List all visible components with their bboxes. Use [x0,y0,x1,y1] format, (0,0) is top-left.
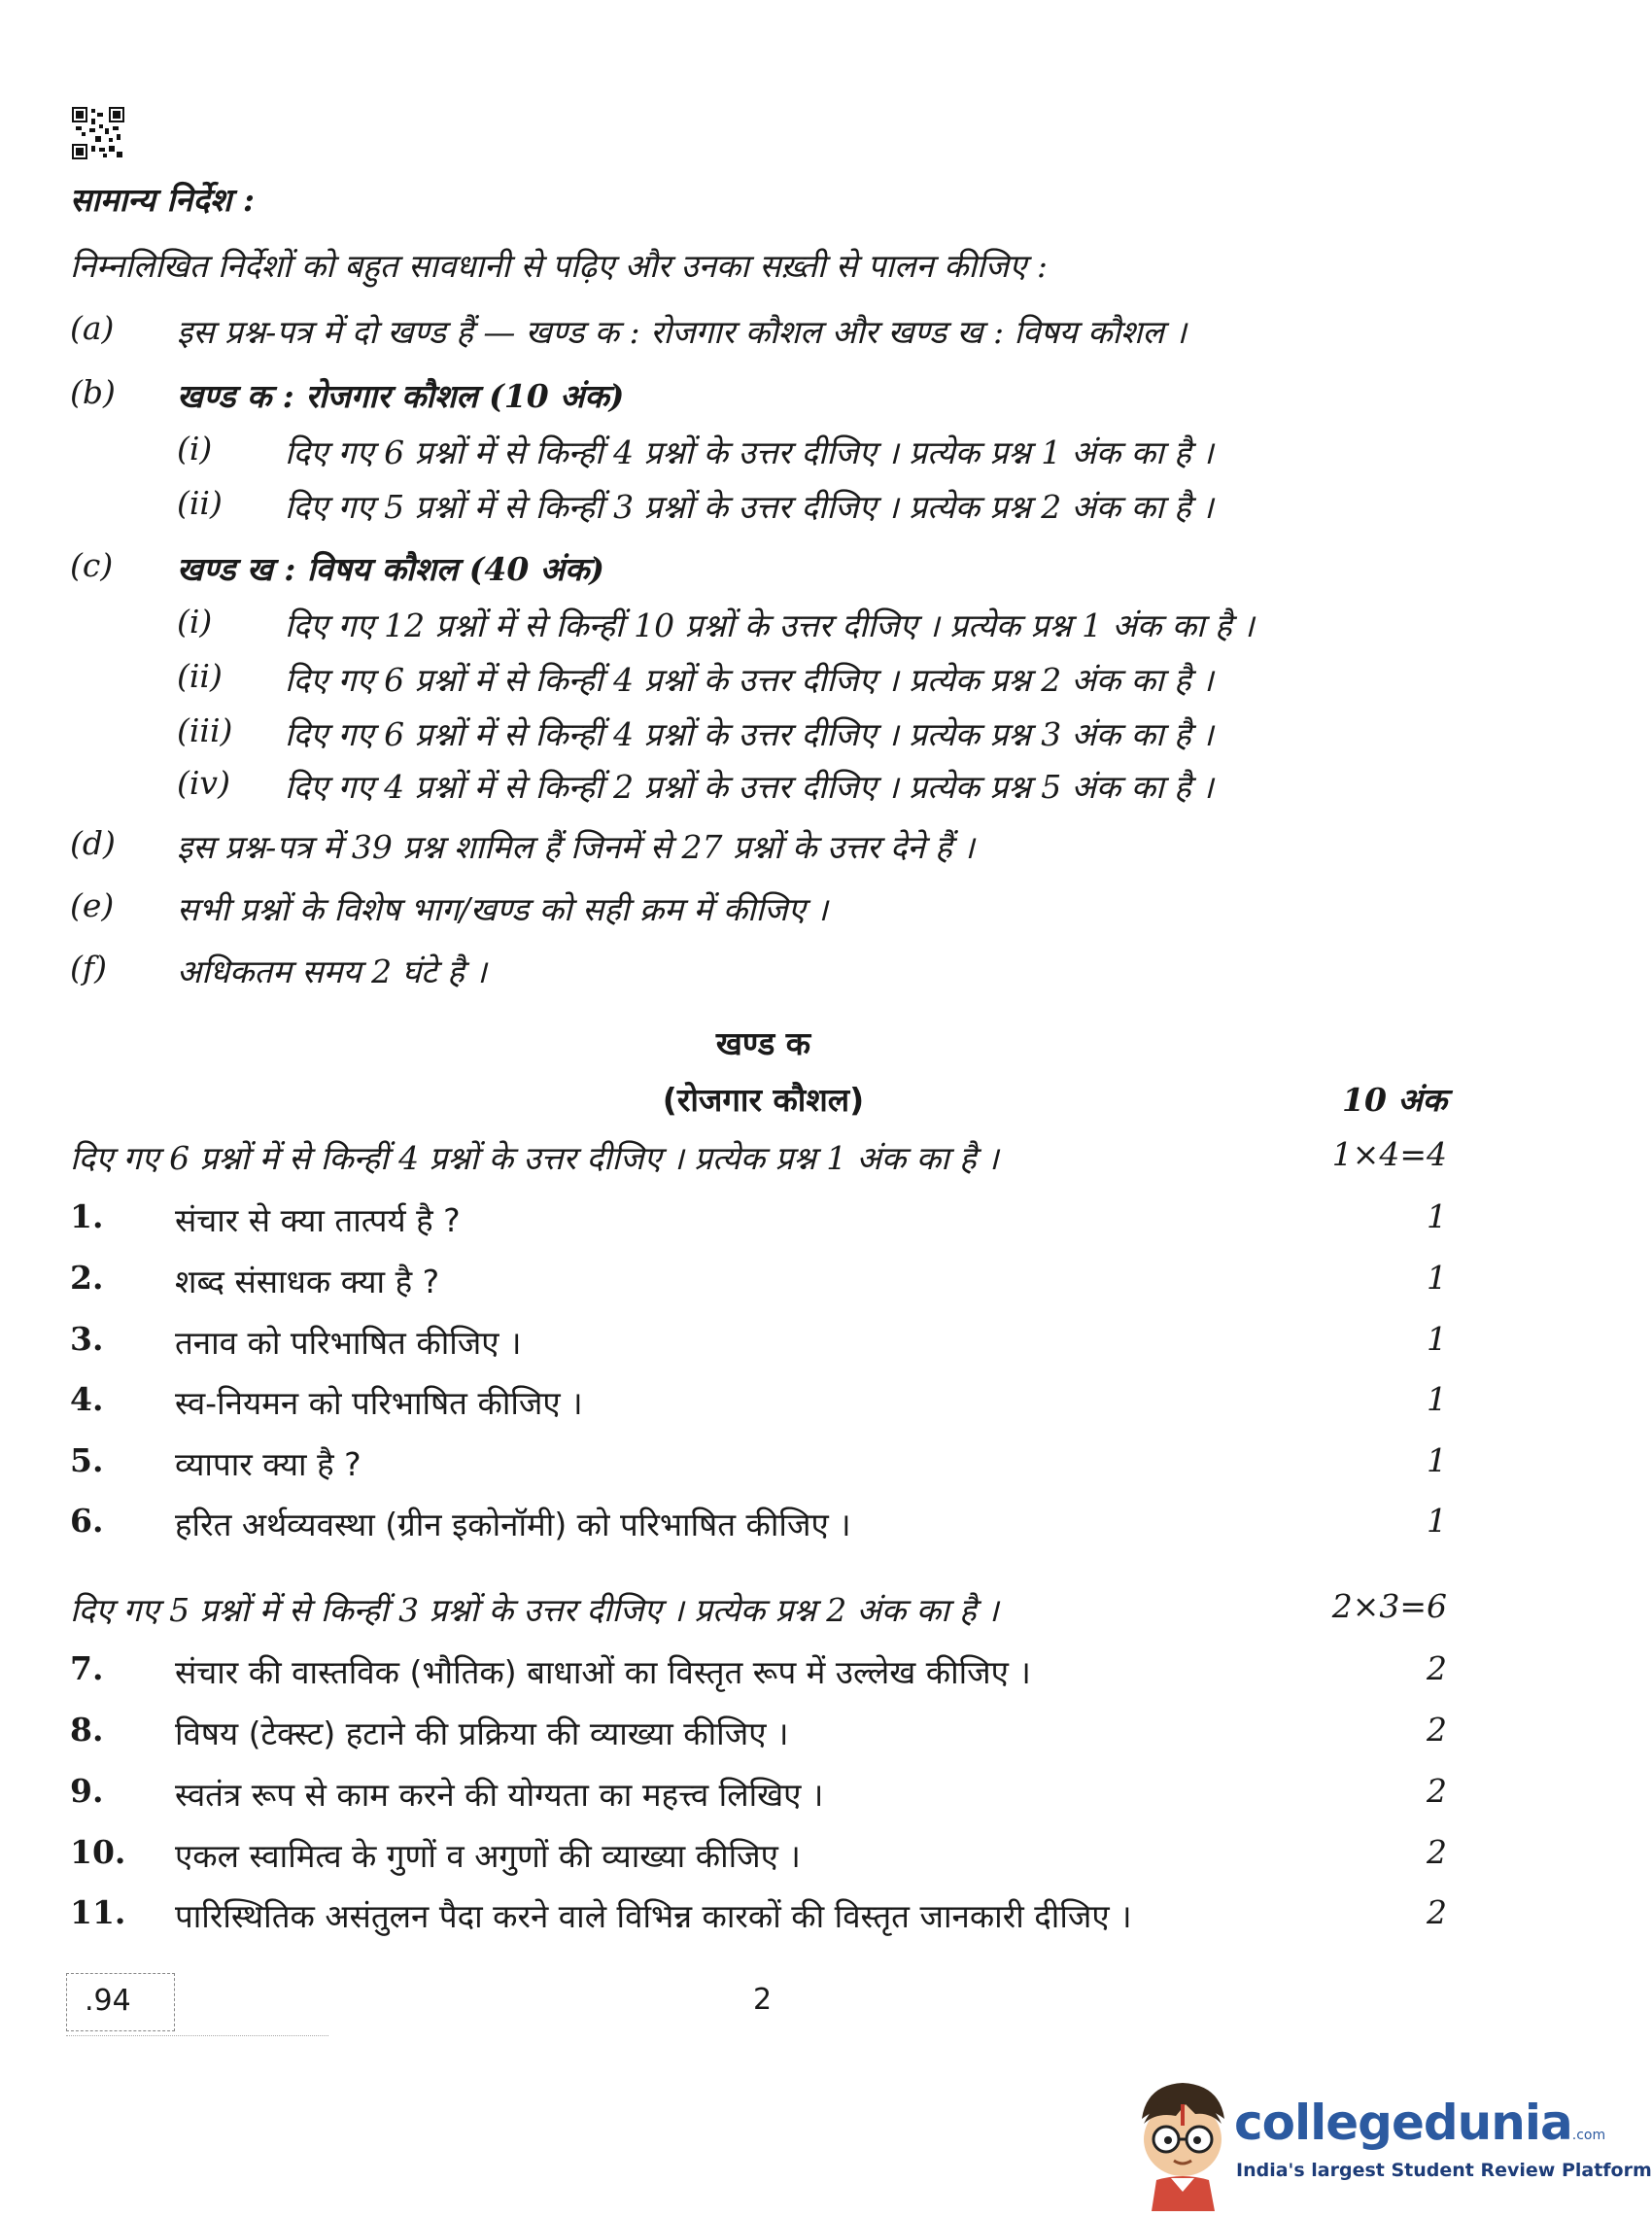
page-number: 2 [753,1983,773,2017]
instruction-e-text: सभी प्रश्नों के विशेष भाग/खण्ड को सही क्रम में कीजिए । [177,890,828,928]
instruction-b-label: (b) [70,373,116,411]
question-number: 3. [70,1320,104,1358]
question-number: 6. [70,1502,104,1540]
question-marks: 1 [1427,1259,1447,1297]
question-marks: 1 [1427,1441,1447,1479]
brand-mascot-icon [1127,2075,1239,2211]
instruction-c-sub2-label: (ii) [177,657,223,695]
instruction-b-sub1-text: दिए गए 6 प्रश्नों में से किन्हीं 4 प्रश्नों के उत्तर दीजिए । प्रत्येक प्रश्न 1 अंक का है । [285,433,1214,471]
question-number: 1. [70,1197,104,1235]
section-subtitle: (रोजगार कौशल) [662,1081,865,1119]
question-number: 4. [70,1380,104,1418]
question-text: स्वतंत्र रूप से काम करने की योग्यता का महत्त्व लिखिए । [175,1776,824,1814]
question-marks: 2 [1427,1772,1447,1810]
question-text: एकल स्वामित्व के गुणों व अगुणों की व्याख्या कीजिए । [175,1837,801,1875]
instruction-f-label: (f) [70,949,107,987]
instruction-b-heading: खण्ड क : रोजगार कौशल (10 अंक) [177,377,625,415]
instruction-c-sub3-label: (iii) [177,711,233,749]
question-text: विषय (टेक्स्ट) हटाने की प्रक्रिया की व्याख्या कीजिए । [175,1715,789,1752]
section-marks: 10 अंक [1342,1081,1447,1119]
question-marks: 1 [1427,1197,1447,1235]
question-number: 9. [70,1772,104,1810]
question-text: संचार की वास्तविक (भौतिक) बाधाओं का विस्तृत रूप में उल्लेख कीजिए । [175,1653,1031,1691]
question-number: 5. [70,1441,104,1479]
question-text: स्व-नियमन को परिभाषित कीजिए । [175,1384,583,1422]
general-heading: सामान्य निर्देश : [70,181,255,219]
question-number: 7. [70,1649,104,1687]
question-number: 10. [70,1833,126,1871]
brand-suffix: .com [1571,2128,1606,2143]
brand-name-wrap [1234,2095,1605,2151]
instruction-b-sub1-label: (i) [177,430,213,468]
question-marks: 2 [1427,1649,1447,1687]
question-text: पारिस्थितिक असंतुलन पैदा करने वाले विभिन्न कारकों की विस्तृत जानकारी दीजिए । [175,1897,1132,1935]
instruction-b-sub2-label: (ii) [177,484,223,522]
brand-tagline: India's largest Student Review Platform [1236,2160,1652,2181]
instruction-c-sub2-text: दिए गए 6 प्रश्नों में से किन्हीं 4 प्रश्नों के उत्तर दीजिए । प्रत्येक प्रश्न 2 अंक का है । [285,661,1214,699]
instruction-c-sub1-label: (i) [177,603,213,641]
question-text: व्यापार क्या है ? [175,1445,361,1483]
instruction-d-label: (d) [70,824,116,862]
group1-scheme: 1×4=4 [1331,1135,1447,1173]
question-text: संचार से क्या तात्पर्य है ? [175,1201,461,1239]
question-text: हरित अर्थव्यवस्था (ग्रीन इकोनॉमी) को परिभाषित कीजिए । [175,1506,851,1543]
instruction-c-sub1-text: दिए गए 12 प्रश्नों में से किन्हीं 10 प्रश्नों के उत्तर दीजिए । प्रत्येक प्रश्न 1 अंक का है । [285,606,1255,644]
question-marks: 1 [1427,1502,1447,1540]
section-title: खण्ड क [715,1024,811,1062]
paper-code-box [66,1973,175,2031]
instruction-f-text: अधिकतम समय 2 घंटे है । [177,953,487,990]
question-number: 11. [70,1893,126,1931]
paper-code: .94 [85,1984,131,2018]
intro-text: निम्नलिखित निर्देशों को बहुत सावधानी से पढ़िए और उनका सख़्ती से पालन कीजिए : [70,247,1048,285]
question-marks: 1 [1427,1320,1447,1358]
question-marks: 2 [1427,1833,1447,1871]
question-number: 8. [70,1711,104,1749]
qr-code [72,107,124,159]
instruction-d-text: इस प्रश्न-पत्र में 39 प्रश्न शामिल हैं जिनमें से 27 प्रश्नों के उत्तर देने हैं । [177,828,975,866]
group2-instruction: दिए गए 5 प्रश्नों में से किन्हीं 3 प्रश्नों के उत्तर दीजिए । प्रत्येक प्रश्न 2 अंक का है । [70,1591,999,1629]
instruction-c-label: (c) [70,546,114,584]
question-marks: 2 [1427,1711,1447,1749]
instruction-a-text: इस प्रश्न-पत्र में दो खण्ड हैं — खण्ड क : रोजगार कौशल और खण्ड ख : विषय कौशल । [177,313,1187,351]
brand-name: collegedunia [1234,2095,1572,2151]
question-text: तनाव को परिभाषित कीजिए । [175,1324,522,1362]
instruction-c-sub3-text: दिए गए 6 प्रश्नों में से किन्हीं 4 प्रश्नों के उत्तर दीजिए । प्रत्येक प्रश्न 3 अंक का है । [285,715,1214,753]
group1-instruction: दिए गए 6 प्रश्नों में से किन्हीं 4 प्रश्नों के उत्तर दीजिए । प्रत्येक प्रश्न 1 अंक का है । [70,1139,999,1177]
instruction-b-sub2-text: दिए गए 5 प्रश्नों में से किन्हीं 3 प्रश्नों के उत्तर दीजिए । प्रत्येक प्रश्न 2 अंक का है । [285,488,1214,526]
group2-scheme: 2×3=6 [1331,1587,1447,1625]
instruction-c-sub4-text: दिए गए 4 प्रश्नों में से किन्हीं 2 प्रश्नों के उत्तर दीजिए । प्रत्येक प्रश्न 5 अंक का है । [285,768,1214,806]
question-number: 2. [70,1259,104,1297]
question-text: शब्द संसाधक क्या है ? [175,1263,440,1300]
instruction-c-heading: खण्ड ख : विषय कौशल (40 अंक) [177,550,604,588]
question-marks: 1 [1427,1380,1447,1418]
instruction-e-label: (e) [70,886,115,924]
microprint-line [66,2035,328,2039]
question-marks: 2 [1427,1893,1447,1931]
instruction-a-label: (a) [70,309,115,347]
instruction-c-sub4-label: (iv) [177,764,230,802]
